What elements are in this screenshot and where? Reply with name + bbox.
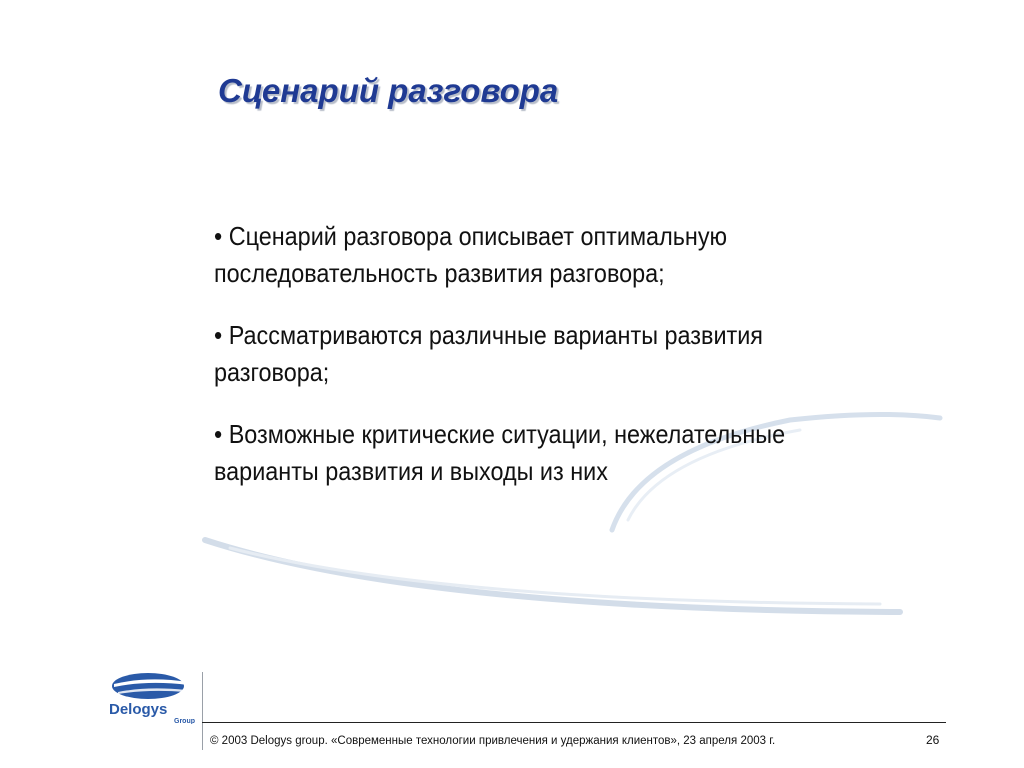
bullet-list [214, 218, 862, 515]
bullet-item: • Возможные критические ситуации, нежелательные варианты развития и выходы из них [214, 419, 786, 486]
footer-vertical-divider [202, 672, 203, 750]
bullet-item: • Рассматриваются различные варианты развития разговора; [214, 320, 763, 387]
bullet-item: • Сценарий разговора описывает оптимальную последовательность развития разговора; [214, 221, 728, 288]
delogys-logo [108, 672, 204, 724]
footer-copyright: © 2003 Delogys group. «Современные технологии привлечения и удержания клиентов», 23 апреля 2003 г. [210, 735, 776, 747]
footer-divider [202, 722, 946, 723]
logo-subtitle: Group [174, 718, 195, 724]
page-number: 26 [926, 733, 940, 747]
logo-wordmark: Delogys [109, 701, 168, 718]
slide-title: Сценарий разговора [218, 72, 559, 109]
